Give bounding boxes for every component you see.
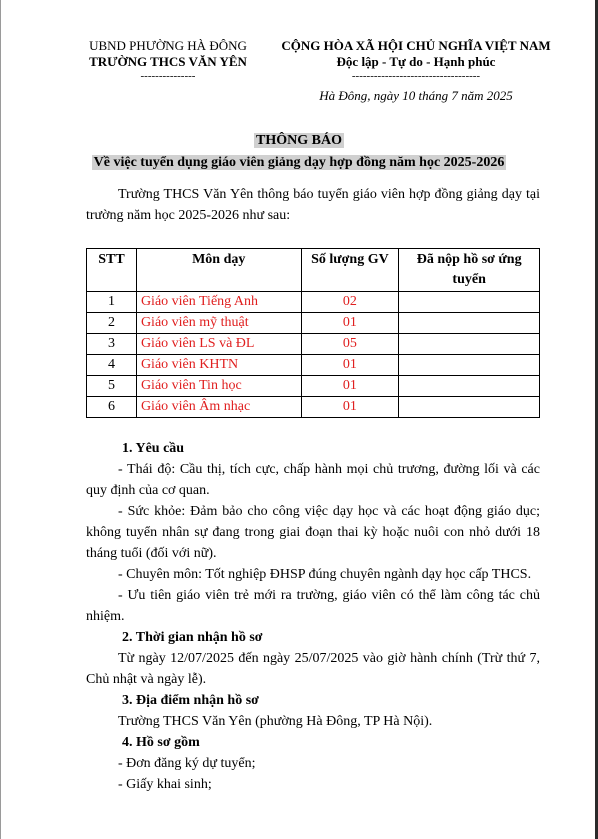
org-separator: --------------- bbox=[140, 70, 196, 82]
header-count: Số lượng GV bbox=[301, 249, 399, 292]
row-stt: 6 bbox=[87, 397, 137, 418]
date-line: Hà Đông, ngày 10 tháng 7 năm 2025 bbox=[319, 88, 513, 103]
table-row bbox=[87, 292, 540, 313]
org-line-1: UBND PHƯỜNG HÀ ĐÔNG bbox=[89, 38, 247, 53]
nation-title: CỘNG HÒA XÃ HỘI CHỦ NGHĨA VIỆT NAM bbox=[281, 38, 551, 53]
section-3-heading: 3. Địa điểm nhận hồ sơ bbox=[122, 693, 259, 708]
header-stt: STT bbox=[87, 249, 137, 292]
row-count: 01 bbox=[301, 376, 399, 397]
row-submitted bbox=[399, 376, 540, 397]
row-submitted bbox=[399, 397, 540, 418]
row-submitted bbox=[399, 292, 540, 313]
application-location: Trường THCS Văn Yên (phường Hà Đông, TP Hà Nội). bbox=[118, 714, 433, 729]
national-header bbox=[270, 38, 562, 104]
row-subject: Giáo viên KHTN bbox=[136, 355, 301, 376]
motto-separator: ----------------------------------- bbox=[351, 70, 481, 82]
row-subject: Giáo viên LS và ĐL bbox=[136, 334, 301, 355]
table-row bbox=[87, 376, 540, 397]
org-line-2: TRƯỜNG THCS VĂN YÊN bbox=[89, 54, 247, 69]
title-main: THÔNG BÁO bbox=[256, 133, 342, 148]
row-count: 05 bbox=[301, 334, 399, 355]
row-count: 01 bbox=[301, 313, 399, 334]
requirement-priority: - Ưu tiên giáo viên trẻ mới ra trường, giáo viên có thể làm công tác chủ nhiệm. bbox=[86, 588, 540, 624]
title-subject: Về việc tuyển dụng giáo viên giảng dạy hợp đồng năm học 2025-2026 bbox=[93, 155, 505, 170]
intro-paragraph: Trường THCS Văn Yên thông báo tuyển giáo viên hợp đồng giảng dạy tại trường năm học 2025-2026 như sau: bbox=[86, 187, 540, 223]
application-period: Từ ngày 12/07/2025 đến ngày 25/07/2025 vào giờ hành chính (Trừ thứ 7, Chủ nhật và ngày lễ). bbox=[86, 651, 540, 687]
row-stt: 4 bbox=[87, 355, 137, 376]
row-subject: Giáo viên mỹ thuật bbox=[136, 313, 301, 334]
row-count: 01 bbox=[301, 397, 399, 418]
table-row bbox=[87, 397, 540, 418]
row-count: 01 bbox=[301, 355, 399, 376]
row-subject: Giáo viên Âm nhạc bbox=[136, 397, 301, 418]
header-submitted: Đã nộp hồ sơ ứng tuyển bbox=[399, 249, 540, 292]
table-header-row bbox=[87, 249, 540, 292]
table-row bbox=[87, 313, 540, 334]
section-4-heading: 4. Hồ sơ gồm bbox=[122, 735, 200, 750]
table-row bbox=[87, 334, 540, 355]
row-subject: Giáo viên Tiếng Anh bbox=[136, 292, 301, 313]
recruitment-table bbox=[86, 248, 540, 418]
section-1-heading: 1. Yêu cầu bbox=[122, 441, 185, 456]
document-item-birth-certificate: - Giấy khai sinh; bbox=[118, 777, 212, 792]
national-motto: Độc lập - Tự do - Hạnh phúc bbox=[336, 54, 496, 69]
row-submitted bbox=[399, 355, 540, 376]
row-submitted bbox=[399, 334, 540, 355]
row-stt: 3 bbox=[87, 334, 137, 355]
row-stt: 2 bbox=[87, 313, 137, 334]
row-stt: 1 bbox=[87, 292, 137, 313]
header-subject: Môn dạy bbox=[136, 249, 301, 292]
row-subject: Giáo viên Tin học bbox=[136, 376, 301, 397]
issuing-organization bbox=[78, 38, 258, 82]
table-row bbox=[87, 355, 540, 376]
requirement-attitude: - Thái độ: Cầu thị, tích cực, chấp hành mọi chủ trương, đường lối và các quy định của cơ quan. bbox=[86, 462, 540, 498]
row-submitted bbox=[399, 313, 540, 334]
document-subject bbox=[0, 153, 598, 171]
row-stt: 5 bbox=[87, 376, 137, 397]
requirement-health: - Sức khỏe: Đảm bảo cho công việc dạy học và các hoạt động giáo dục; không tuyển nhân sự đang trong giai đoạn thai kỳ hoặc nuôi con nhỏ dưới 18 tháng tuổi (đối với nữ). bbox=[86, 504, 540, 561]
section-2-heading: 2. Thời gian nhận hồ sơ bbox=[122, 630, 263, 645]
requirement-qualification: - Chuyên môn: Tốt nghiệp ĐHSP đúng chuyên ngành dạy học cấp THCS. bbox=[118, 567, 532, 582]
page-left-border bbox=[0, 0, 1, 839]
row-count: 02 bbox=[301, 292, 399, 313]
document-title bbox=[0, 131, 598, 149]
document-item-application-form: - Đơn đăng ký dự tuyển; bbox=[118, 756, 256, 771]
